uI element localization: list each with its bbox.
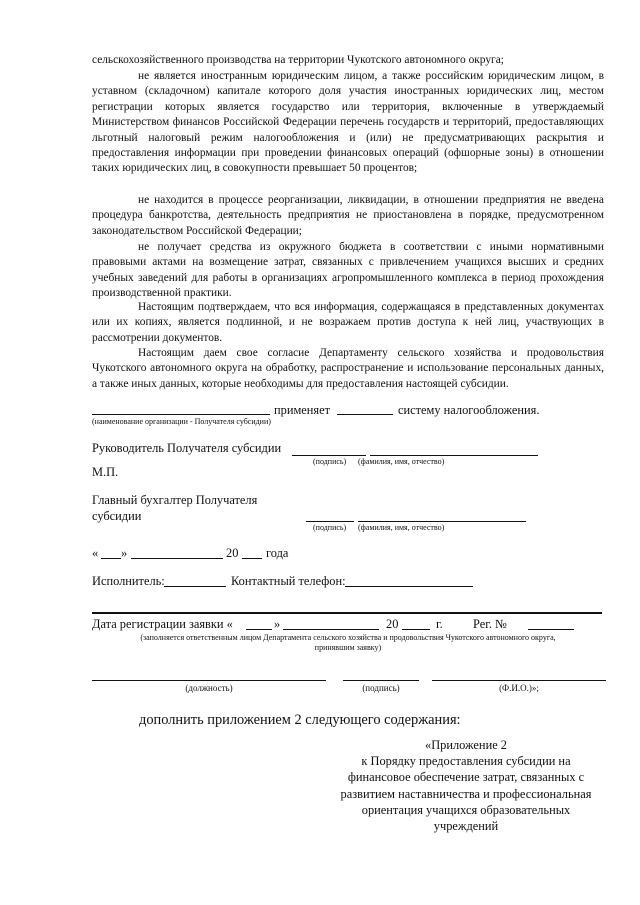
tax-system-text: систему налогообложения. [398,403,540,417]
date-close-quote: » [121,546,128,560]
date-year-prefix: 20 [226,546,239,560]
registration-separator [92,612,602,614]
appendix-header-line-6: учреждений [433,819,499,834]
paragraph-confirmation: Настоящим подтверждаем, что вся информация, содержащаяся в представленных документах или их копиях, является подлинной, и не возражаем против доступа к ней лиц, участвующих в рассмотрении документов. [92,301,604,344]
date-year-line [242,558,262,559]
registrar-sign-caption: (подпись) [362,683,400,693]
paragraph-budget-funds: не получает средства из окружного бюджета в соответствии с иными нормативными правовыми актами на возмещение затрат, связанных с привлечением учащихся высших и средних учебных заведений для работы в организациях агропромышленного комплекса в период прохождения производственной практики. [92,241,604,300]
registrar-sign-line [343,680,419,681]
date-open-quote: « [92,546,99,560]
org-name-caption: (наименование организации - Получателя субсидии) [92,417,271,426]
accountant-name-caption: (фамилия, имя, отчество) [358,523,445,532]
tax-system-line [337,414,393,415]
date-year-suffix: года [266,546,289,560]
registration-day-line [246,629,272,630]
executor-line [164,586,226,587]
registrar-position-caption: (должность) [185,683,233,693]
appendix-header-line-2: к Порядку предоставления субсидии на [361,754,571,769]
phone-line [345,586,473,587]
head-name-line [370,455,538,456]
org-name-line [92,414,270,415]
date-month-line [131,558,223,559]
paragraph-consent: Настоящим даем свое согласие Департаменту сельского хозяйства и продовольствия Чукотского автономного округа на обработку, распространение и использование персональных данных, а также иных данных, которые необходимы для предоставления настоящей субсидии. [92,347,604,390]
head-sign-caption: (подпись) [313,457,347,466]
accountant-name-line [358,521,526,522]
head-sign-line [292,455,366,456]
accountant-label-line2: субсидии [92,509,142,523]
executor-label: Исполнитель: [92,574,165,588]
registration-number-line [528,629,574,630]
phone-label: Контактный телефон: [231,574,346,588]
appendix-header-line-1: «Приложение 2 [425,738,507,752]
paragraph-reorganization: не находится в процессе реорганизации, ликвидации, в отношении предприятия не введена процедура банкротства, деятельность предприятия не приостановлена в порядке, предусмотренном законодательством Российской Федерации; [92,194,604,237]
appendix-header [330,737,602,834]
tax-applies-text: применяет [274,403,331,417]
appendix-header-line-5: ориентация учащихся образовательных [361,802,571,817]
appendix-header-line-4: развитием наставничества и профессиональная [340,786,592,801]
appendix-header-line-3: финансовое обеспечение затрат, связанных с [347,770,585,785]
accountant-sign-line [306,521,354,522]
registrar-name-caption: (Ф.И.О.)»; [499,683,539,693]
registrar-position-line [92,680,326,681]
registration-year-prefix: 20 [386,617,399,631]
paragraph-foreign-entity: не является иностранным юридическим лицом, а также российским юридическим лицом, в уставном (складочном) капитале которого доля участия иностранных юридических лиц, местом регистрации которых является государство или территория, включенные в утверждаемый Министерством финансов Российской Федерации перечень государств и территорий, предоставляющих льготный налоговый режим налогообложения и (или) не предусматривающих раскрытия и предоставления информации при проведении финансовых операций (офшорные зоны) в отношении таких юридических лиц, в совокупности превышает 50 процентов; [92,70,604,175]
registration-number-label: Рег. № [473,617,507,631]
accountant-label-line1: Главный бухгалтер Получателя [92,493,258,507]
paragraph-intro: сельскохозяйственного производства на территории Чукотского автономного округа; [92,54,504,66]
registrar-name-line [432,680,606,681]
accountant-sign-caption: (подпись) [313,523,347,532]
head-name-caption: (фамилия, имя, отчество) [358,457,445,466]
date-day-line [101,558,121,559]
head-label: Руководитель Получателя субсидии [92,441,282,455]
registration-year-line [402,629,430,630]
registration-close-quote: » [274,617,281,631]
registration-note-line1: (заполняется ответственным лицом Департамента сельского хозяйства и продовольствия Чукотского автономного округа, [140,633,556,642]
supplement-instruction: дополнить приложением 2 следующего содержания: [139,712,461,728]
stamp-mark: М.П. [92,465,119,479]
registration-year-suffix: г. [436,617,443,631]
registration-label: Дата регистрации заявки « [92,617,233,631]
registration-month-line [283,629,379,630]
registration-note-line2: принявшим заявку) [314,643,382,652]
